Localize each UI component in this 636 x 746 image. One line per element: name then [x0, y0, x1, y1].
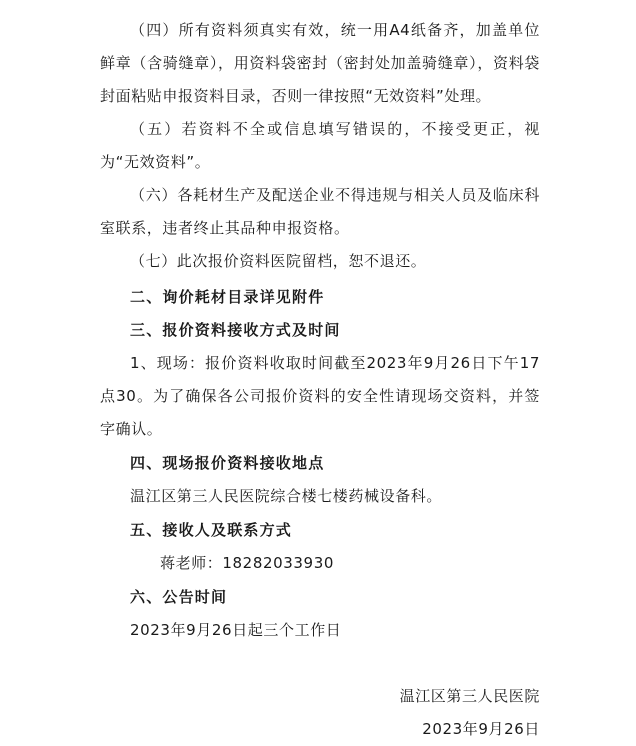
paragraph-incomplete-materials: （五）若资料不全或信息填写错误的，不接受更正，视为“无效资料”。 [100, 120, 540, 171]
signature-date: 2023年9月26日 [422, 720, 540, 738]
paragraph-no-return: （七）此次报价资料医院留档，恕不退还。 [130, 252, 427, 270]
heading-announce-time: 六、公告时间 [130, 588, 228, 606]
location-text: 温江区第三人民医院综合楼七楼药械设备科。 [130, 487, 443, 505]
heading-contact: 五、接收人及联系方式 [130, 521, 293, 539]
heading-catalog: 二、询价耗材目录详见附件 [130, 288, 325, 306]
signature-organization: 温江区第三人民医院 [399, 687, 540, 705]
heading-receiving-method: 三、报价资料接收方式及时间 [130, 321, 341, 339]
paragraph-materials-requirements: （四）所有资料须真实有效，统一用A4纸备齐，加盖单位鲜章（含骑缝章），用资料袋密封（密封处加盖骑缝章），资料袋封面粘贴申报资料目录，否则一律按照“无效资料”处理。 [100, 21, 540, 105]
paragraph-no-contact-rule: （六）各耗材生产及配送企业不得违规与相关人员及临床科室联系，违者终止其品种申报资格。 [100, 186, 540, 237]
contact-text: 蒋老师：18282033930 [160, 554, 334, 572]
heading-location: 四、现场报价资料接收地点 [130, 454, 325, 472]
paragraph-onsite-submission: 1、现场：报价资料收取时间截至2023年9月26日下午17点30。为了确保各公司报价资料的安全性请现场交资料，并签字确认。 [100, 354, 540, 438]
announce-time-text: 2023年9月26日起三个工作日 [130, 621, 342, 639]
